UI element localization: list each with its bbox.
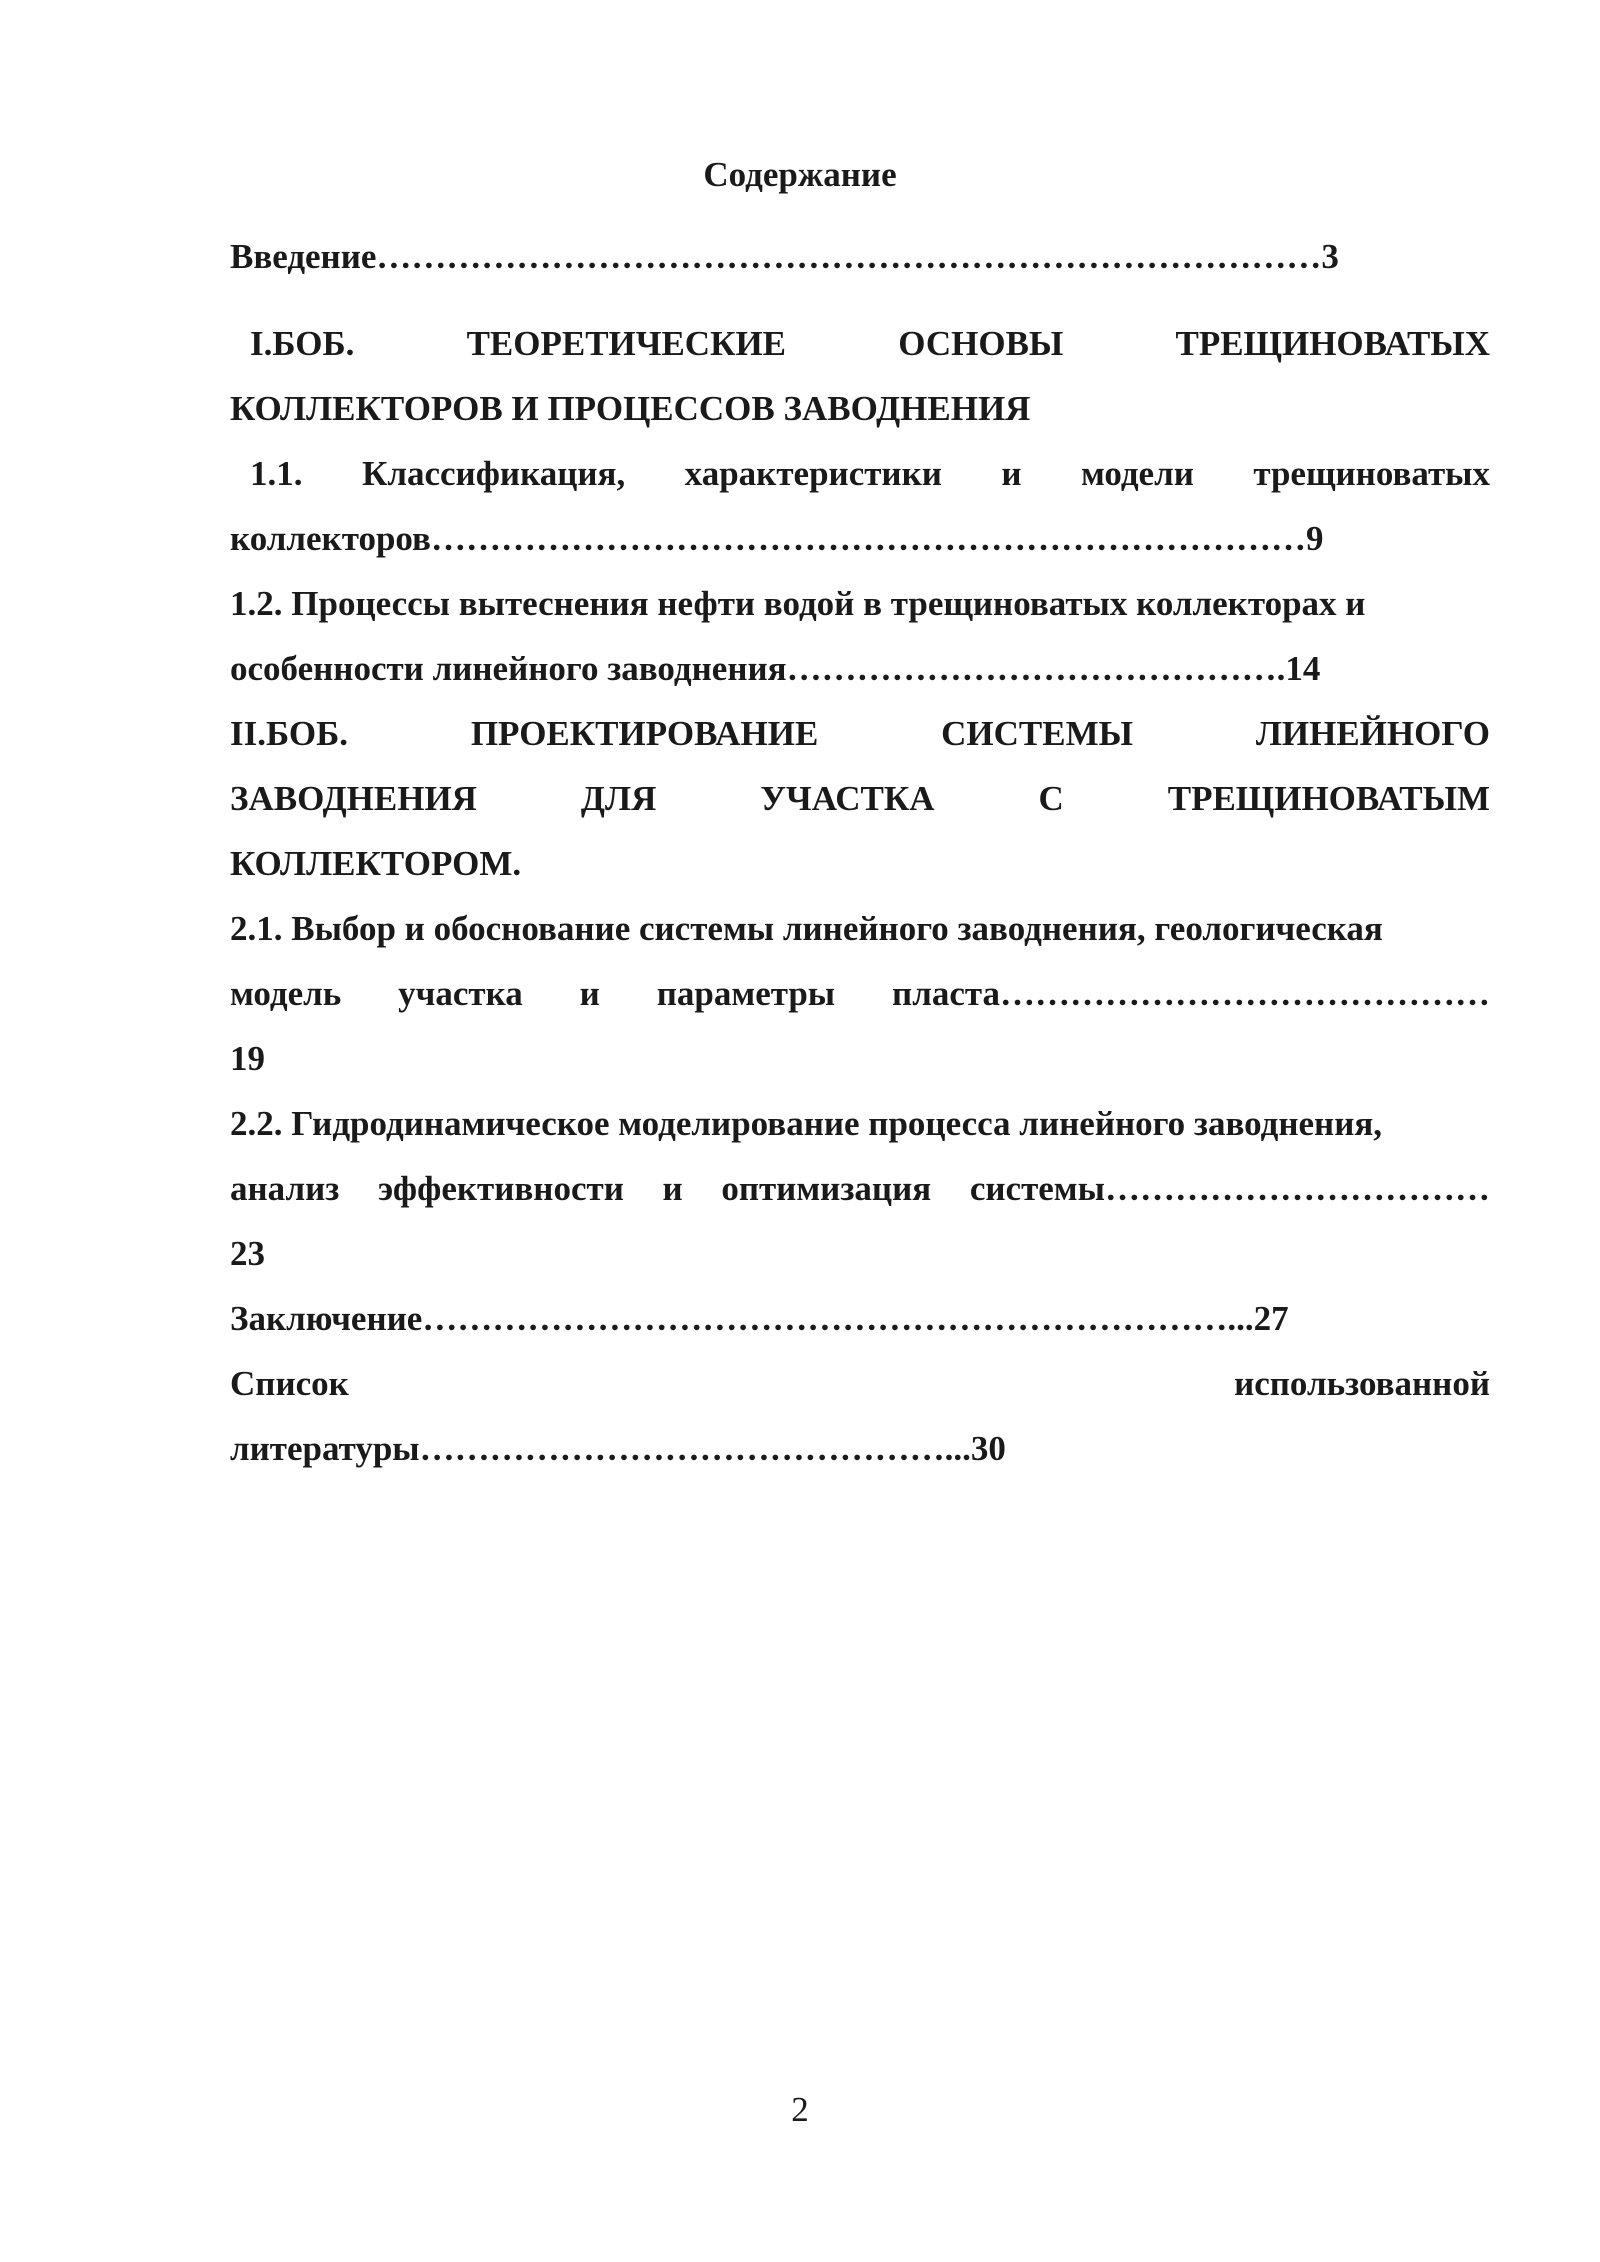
toc-entry-section-2-2-page: 23 [230, 1234, 265, 1273]
toc-entry-section-2-1-line-2: модель участка и параметры пласта…………………………………… [230, 974, 1490, 1013]
toc-entry-conclusion: Заключение……………………………………………………………...27 [230, 1299, 1289, 1338]
toc-entry-chapter-2-line-1: II.БОБ. ПРОЕКТИРОВАНИЕ СИСТЕМЫ ЛИНЕЙНОГО [230, 714, 1490, 753]
toc-entry-intro: Введение………………………………………………………………………3 [230, 237, 1339, 276]
toc-entry-references-line-2: литературы………………………………………...30 [230, 1429, 1006, 1468]
toc-entry-section-2-1-line-1: 2.1. Выбор и обоснование системы линейного заводнения, геологическая [230, 909, 1383, 948]
page-title: Содержание [703, 155, 897, 194]
toc-entry-chapter-1-line-1: I.БОБ. ТЕОРЕТИЧЕСКИЕ ОСНОВЫ ТРЕЩИНОВАТЫХ [250, 324, 1490, 363]
toc-entry-references-line-1: Список использованной [230, 1364, 1490, 1403]
toc-entry-section-1-2-line-2: особенности линейного заводнения…………………………………….14 [230, 649, 1321, 688]
toc-entry-chapter-2-line-3: КОЛЛЕКТОРОМ. [230, 844, 522, 883]
toc-entry-section-2-2-line-2: анализ эффективности и оптимизация системы…………………………… [230, 1169, 1490, 1208]
page-number: 2 [791, 2090, 809, 2129]
toc-entry-chapter-2-line-2: ЗАВОДНЕНИЯ ДЛЯ УЧАСТКА С ТРЕЩИНОВАТЫМ [230, 779, 1490, 818]
toc-entry-section-2-1-page: 19 [230, 1039, 265, 1078]
toc-entry-section-1-2-line-1: 1.2. Процессы вытеснения нефти водой в трещиноватых коллекторах и [230, 584, 1366, 623]
toc-entry-section-2-2-line-1: 2.2. Гидродинамическое моделирование процесса линейного заводнения, [230, 1104, 1383, 1143]
toc-entry-section-1-1-line-1: 1.1. Классификация, характеристики и модели трещиноватых [250, 454, 1490, 493]
toc-entry-chapter-1-line-2: КОЛЛЕКТОРОВ И ПРОЦЕССОВ ЗАВОДНЕНИЯ [230, 389, 1031, 428]
table-of-contents [230, 224, 1490, 1481]
toc-entry-section-1-1-line-2: коллекторов…………………………………………………………………9 [230, 519, 1324, 558]
